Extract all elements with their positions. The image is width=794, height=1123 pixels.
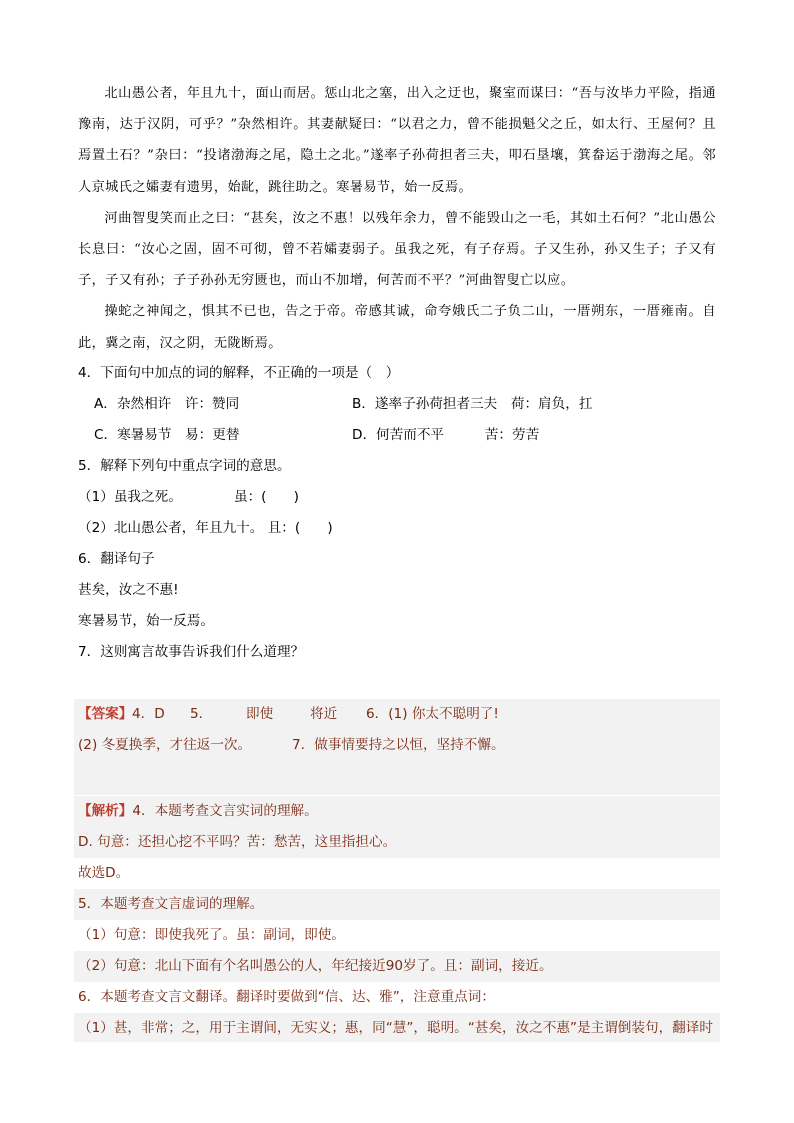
option-b: B．遂率子孙荷担者三夫 荷：肩负，扛 (352, 396, 593, 412)
answer-4: 4．D (132, 706, 165, 722)
answer-6: 6．(1) 你太不聪明了! (366, 706, 499, 722)
option-d: D．何苦而不平 苦：劳苦 (352, 427, 540, 443)
question-6-sentence-1: 甚矣，汝之不惠! (78, 582, 179, 598)
questions-section (78, 358, 718, 668)
question-7-stem: 7．这则寓言故事告诉我们什么道理？ (78, 644, 305, 660)
passage-paragraph-1: 北山愚公者，年且九十，面山而居。惩山北之塞，出入之迂也，聚室而谋曰：“吾与汝毕力平险，指通豫南，达于汉阴，可乎？”杂然相许。其妻献疑曰：“以君之力，曾不能损魁父之丘，如太行、王屋何？且焉置土石？”杂曰：“投诸渤海之尾，隐土之北。”遂率子孙荷担者三夫，叩石垦壤，箕畚运于渤海之尾。邻人京城氏之孀妻有遗男，始龀，跳往助之。寒暑易节，始一反焉。 (78, 86, 716, 195)
analysis-box (74, 796, 720, 1042)
passage-paragraph-2: 河曲智叟笑而止之曰：“甚矣，汝之不惠！以残年余力，曾不能毁山之一毛，其如土石何？”北山愚公长息曰：“汝心之固，固不可彻，曾不若孀妻弱子。虽我之死，有子存焉。子又生孙，孙又生子；子又有子，子又有孙；子子孙孙无穷匮也，而山不加增，何苦而不平？”河曲智叟亡以应。 (78, 210, 716, 289)
analysis-line-8: （1）甚，非常；之，用于主谓间，无实义；惠，同“慧”，聪明。“甚矣，汝之不惠”是主谓倒装句，翻译时 (78, 1020, 713, 1036)
answer-line-1 (74, 699, 720, 730)
analysis-line-5: （1）句意：即使我死了。虽：副词，即使。 (74, 920, 720, 951)
question-5-stem: 5．解释下列句中重点字词的意思。 (78, 458, 291, 474)
answer-5-2: 将近 (310, 706, 338, 722)
question-4-options-row-2 (78, 420, 718, 451)
analysis-4-title: 4．本题考查文言实词的理解。 (132, 803, 318, 819)
question-6-stem: 6．翻译句子 (78, 551, 155, 567)
answer-5-label: 5． (190, 706, 213, 722)
question-4-stem: 4．下面句中加点的词的解释，不正确的一项是（ ） (78, 365, 400, 381)
answer-line-2 (74, 730, 720, 761)
passage-paragraph-3: 操蛇之神闻之，惧其不已也，告之于帝。帝感其诚，命夸娥氏二子负二山，一厝朔东，一厝雍南。自此，冀之南，汉之阴，无陇断焉。 (78, 304, 716, 351)
classical-passage (78, 78, 716, 359)
analysis-line-4: 5．本题考查文言虚词的理解。 (78, 896, 264, 912)
analysis-tag: 【解析】 (78, 803, 133, 819)
answer-box (74, 699, 720, 795)
question-5-item-1 (78, 482, 718, 513)
answer-5-1: 即使 (246, 706, 274, 722)
option-a: A．杂然相许 许：赞同 (94, 396, 240, 412)
question-5-item-2: （2）北山愚公者，年且九十。 且：( ) (78, 520, 333, 536)
analysis-line-6: （2）句意：北山下面有个名叫愚公的人，年纪接近90岁了。且：副词，接近。 (78, 958, 553, 974)
answer-7: 7．做事情要持之以恒，坚持不懈。 (292, 737, 505, 753)
question-5-item-1-sentence: （1）虽我之死。 (78, 489, 182, 505)
answer-6-2: (2) 冬夏换季，才往返一次。 (78, 737, 252, 753)
analysis-line-1 (74, 796, 720, 827)
option-c: C．寒暑易节 易：更替 (94, 427, 240, 443)
analysis-line-2: D. 句意：还担心挖不平吗？苦：愁苦，这里指担心。 (78, 834, 397, 850)
answer-tag: 【答案】 (78, 706, 133, 722)
question-4-options-row-1 (78, 389, 718, 420)
analysis-line-7: 6．本题考查文言文翻译。翻译时要做到“信、达、雅”，注意重点词： (74, 982, 720, 1013)
question-6-sentence-2: 寒暑易节，始一反焉。 (78, 613, 214, 629)
analysis-line-3: 故选D。 (74, 858, 720, 889)
question-5-item-1-blank: 虽：( ) (234, 489, 299, 505)
